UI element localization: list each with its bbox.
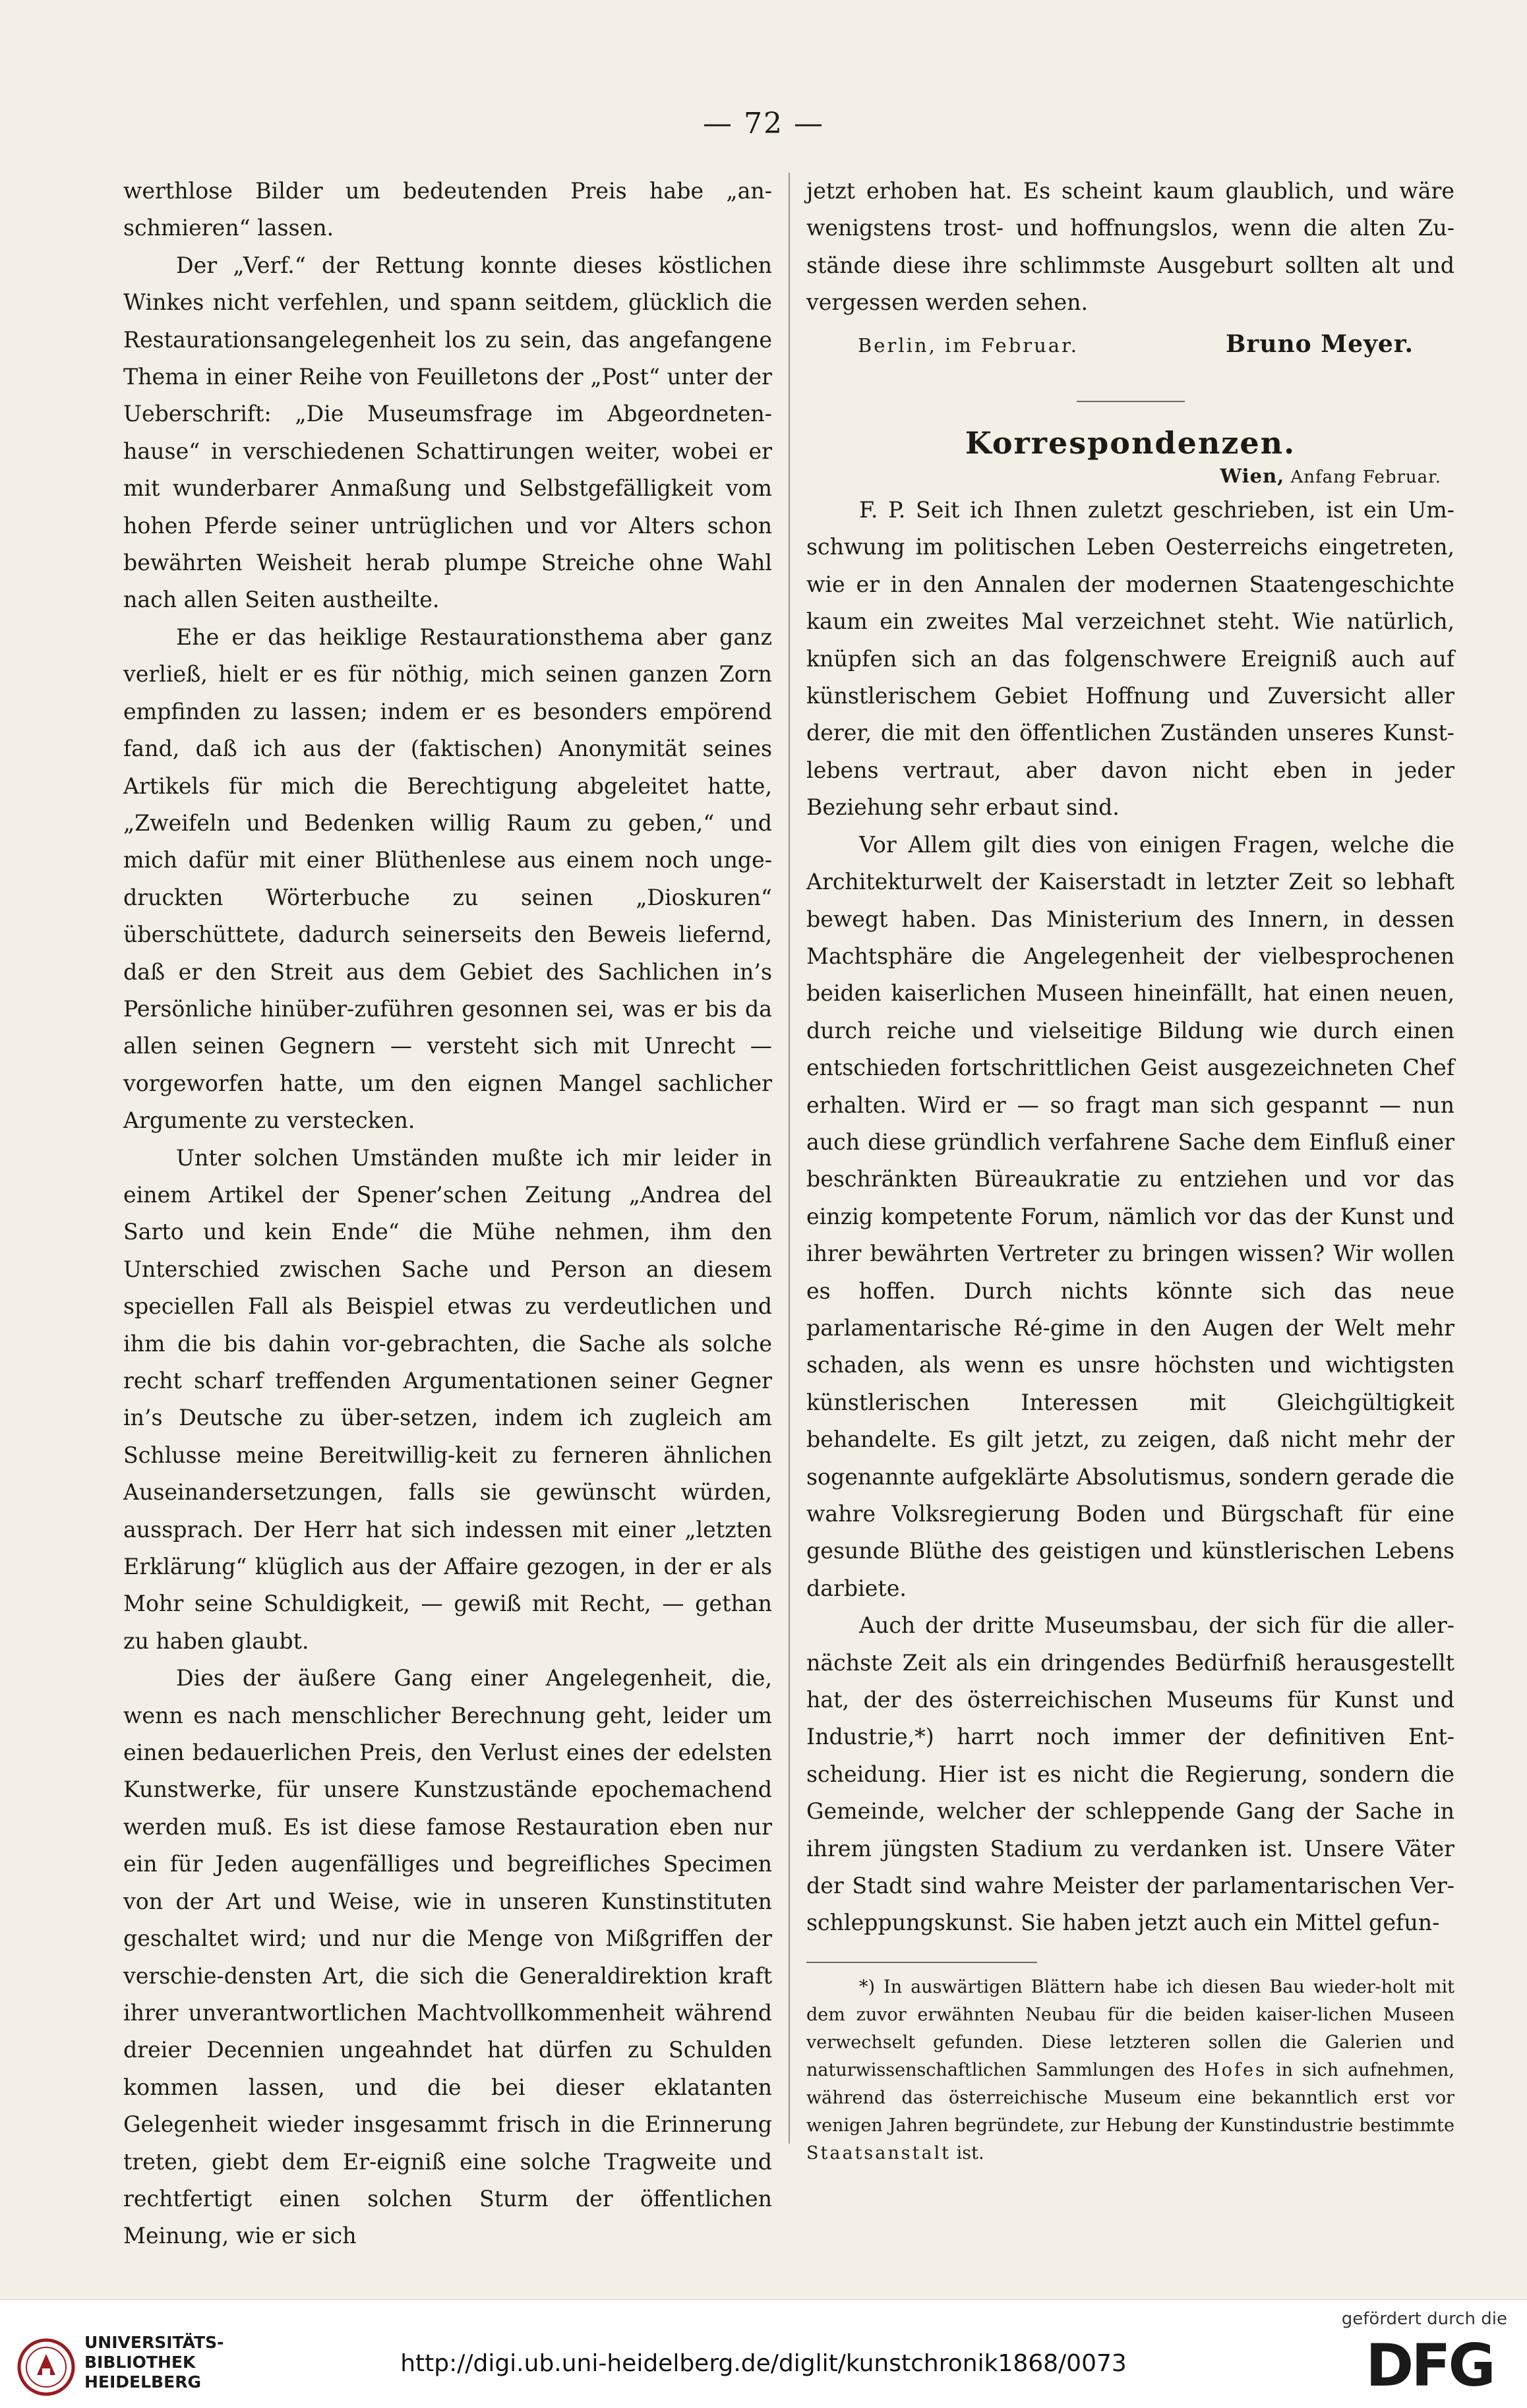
footnote-text: ist. xyxy=(956,2142,984,2163)
column-divider xyxy=(789,173,790,2144)
source-url[interactable]: http://digi.ub.uni-heidelberg.de/diglit/kunstchronik1868/0073 xyxy=(400,2350,1127,2377)
paragraph: Der „Verf.“ der Rettung konnte dieses köstlichen Winkes nicht verfehlen, und spann seitdem, glücklich die Restaurationsangelegenheit los zu sein, das angefangene Thema in einer Reihe von Feuilletons der „Post“ unter der Ueberschrift: „Die Museumsfrage im Abgeordneten-hause“ in verschiedenen Schattirungen weiter, wobei er mit wunderbarer Anmaßung und Selbstgefälligkeit vom hohen Pferde seiner untrüglichen und vor Alters schon bewährten Weisheit herab plumpe Streiche ohne Wahl nach allen Seiten austheilte. xyxy=(123,252,772,613)
paragraph: Unter solchen Umständen mußte ich mir leider in einem Artikel der Spener’schen Zeitung „Andrea del Sarto und kein Ende“ die Mühe nehmen, ihm den Unterschied zwischen Sache und Person an diesem speciellen Fall als Beispiel etwas zu verdeutlichen und ihm die bis dahin vor-gebrachten, die Sache als solche recht scharf treffenden Argumentationen seiner Gegner in’s Deutsche zu über-setzen, indem ich zugleich am Schlusse meine Bereitwillig-keit zu ferneren ähnlichen Auseinandersetzungen, falls sie gewünscht würden, aussprach. Der Herr hat sich indessen mit einer „letzten Erklärung“ klüglich aus der Affaire gezogen, in der er als Mohr seine Schuldigkeit, — gewiß mit Recht, — gethan zu haben glaubt. xyxy=(123,1144,772,1654)
footnote-emphasis: Staatsanstalt xyxy=(806,2142,951,2163)
signature-author: Bruno Meyer. xyxy=(1225,330,1414,358)
section-title: Korrespondenzen. xyxy=(965,425,1296,461)
left-column xyxy=(123,173,772,2255)
footnote xyxy=(806,1974,1454,2167)
institution-line: UNIVERSITÄTS- xyxy=(84,2333,224,2352)
footnote-emphasis: Hofes xyxy=(1204,2059,1267,2080)
funder-logo-text: DFG xyxy=(1365,2335,1493,2393)
funding-notice xyxy=(1309,2309,1507,2393)
footnote-divider xyxy=(806,1962,1037,1963)
paragraph: Vor Allem gilt dies von einigen Fragen, welche die Architekturwelt der Kaiserstadt in letzter Zeit so lebhaft bewegt haben. Das Ministerium des Innern, in dessen Machtsphäre die Angelegenheit der vielbesprochenen beiden kaiserlichen Museen hineinfällt, hat einen neuen, durch reiche und vielseitige Bildung wie durch einen entschieden fortschrittlichen Geist ausgezeichneten Chef erhalten. Wird er — so fragt man sich gespannt — nun auch diese gründlich verfahrene Sache dem Einfluß einer beschränkten Büreaukratie zu entziehen und vor das einzig kompetente Forum, nämlich vor das der Kunst und ihrer bewährten Vertreter zu bringen wissen? Wir wollen es hoffen. Durch nichts könnte sich das neue parlamentarische Ré-gime in den Augen der Welt mehr schaden, als wenn es unsre höchsten und wichtigsten künstlerischen Interessen mit Gleichgültigkeit behandelte. Es gilt jetzt, zu zeigen, daß nicht mehr der sogenannte aufgeklärte Absolutismus, sondern gerade die wahre Volksregierung Boden und Bürgschaft für eine gesunde Blüthe des geistigen und künstlerischen Lebens darbiete. xyxy=(806,831,1454,1601)
right-column xyxy=(806,173,1454,2167)
footnote-text: *) In auswärtigen Blättern habe ich diesen Bau wieder-holt mit dem zuvor erwähnten Neubau für die beiden kaiser-lichen Museen verwechselt gefunden. Diese letzteren sollen die Galerien und naturwissenschaftlichen Sammlungen des xyxy=(806,1976,1454,2080)
article-signature xyxy=(806,326,1454,364)
institution-line: HEIDELBERG xyxy=(84,2372,201,2392)
section-divider xyxy=(1077,401,1185,402)
funding-caption: gefördert durch die xyxy=(1341,2309,1507,2329)
dfg-logo-icon xyxy=(1352,2335,1507,2393)
page-number: — 72 — xyxy=(703,107,824,140)
paragraph: Ehe er das heiklige Restaurationsthema aber ganz verließ, hielt er es für nöthig, mich seinen ganzen Zorn empfinden zu lassen; indem er es besonders empörend fand, daß ich aus der (faktischen) Anonymität seines Artikels für mich die Berechtigung abgeleitet hatte, „Zweifeln und Bedenken willig Raum zu geben,“ und mich dafür mit einer Blüthenlese aus einem noch unge-druckten Wörterbuche zu seinen „Dioskuren“ überschüttete, dadurch seinerseits den Beweis liefernd, daß er den Streit aus dem Gebiet des Sachlichen in’s Persönliche hinüber-zuführen gesonnen sei, was er bis da allen seinen Gegnern — versteht sich mit Unrecht — vorgeworfen hatte, um den eignen Mangel sachlicher Argumente zu verstecken. xyxy=(123,624,772,1134)
footnote-text: in sich aufnehmen, während das österreichische Museum eine bekanntlich erst vor wenigen Jahren begründete, zur Hebung der Kunstindustrie bestimmte xyxy=(806,2059,1454,2136)
digitization-footer xyxy=(0,2299,1527,2408)
dateline xyxy=(806,461,1454,492)
paragraph: F. P. Seit ich Ihnen zuletzt geschrieben, ist ein Um-schwung im politischen Leben Oesterreichs eingetreten, wie er in den Annalen der modernen Staatengeschichte kaum ein zweites Mal verzeichnet steht. Wie natürlich, knüpfen sich an das folgenschwere Ereigniß auch auf künstlerischem Gebiet Hoffnung und Zuversicht aller derer, die mit den öffentlichen Zuständen unseres Kunst-lebens vertraut, aber davon nicht eben in jeder Beziehung sehr erbaut sind. xyxy=(806,497,1454,821)
paragraph: jetzt erhoben hat. Es scheint kaum glaublich, und wäre wenigstens trost- und hoffnungslos, wenn die alten Zu-stände diese ihre schlimmste Ausgeburt sollten alt und vergessen werden sehen. xyxy=(806,178,1454,316)
dateline-city: Wien, xyxy=(1220,465,1285,488)
signature-place: Berlin, im Februar. xyxy=(858,334,1079,357)
paragraph: werthlose Bilder um bedeutenden Preis habe „an-schmieren“ lassen. xyxy=(123,178,772,241)
paragraph: Auch der dritte Museumsbau, der sich für die aller-nächste Zeit als ein dringendes Bedürfniß herausgestellt hat, der des österreichischen Museums für Kunst und Industrie,*) harrt noch immer der definitiven Ent-scheidung. Hier ist es nicht die Regierung, sondern die Gemeinde, welcher der schleppende Gang der Sache in ihrem jüngsten Stadium zu verdanken ist. Unsere Väter der Stadt sind wahre Meister der parlamentarischen Ver-schleppungskunst. Sie haben jetzt auch ein Mittel gefun- xyxy=(806,1612,1454,1936)
institution-line: BIBLIOTHEK xyxy=(84,2353,196,2372)
dateline-date: Anfang Februar. xyxy=(1290,467,1441,488)
paragraph: Dies der äußere Gang einer Angelegenheit, die, wenn es nach menschlicher Berechnung geht, leider um einen bedauerlichen Preis, den Verlust eines der edelsten Kunstwerke, für unsere Kunstzustände epochemachend werden muß. Es ist diese famose Restauration eben nur ein für Jeden augenfälliges und begreifliches Specimen von der Art und Weise, wie in unseren Kunstinstituten geschaltet wird; und nur die Menge von Mißgriffen der verschie-densten Art, die sich die Generaldirektion kraft ihrer unverantwortlichen Machtvollkommenheit während dreier Decennien ungeahndet hat dürfen zu Schulden kommen lassen, und die bei dieser eklatanten Gelegenheit wieder insgesammt frisch in die Erinnerung treten, giebt dem Er-eigniß eine solche Tragweite und rechtfertigt einen solchen Sturm der öffentlichen Meinung, wie er sich xyxy=(123,1665,772,2249)
